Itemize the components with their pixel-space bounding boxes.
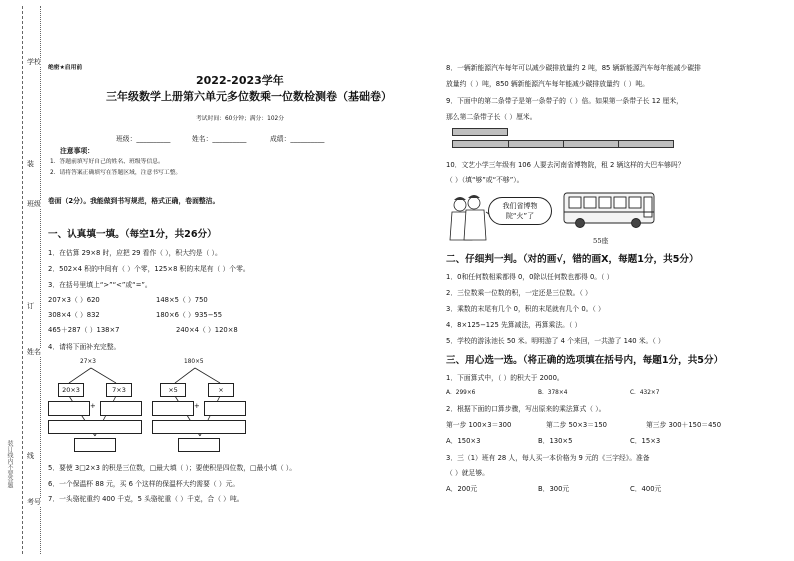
s3-q2-step-3: 第三步 300＋150＝450 (646, 421, 722, 429)
s1-question-9: 9．下面中的第二条带子是第一条带子的（ ）倍。如果第一条带子长 12 厘米， (446, 97, 683, 105)
page-title: 三年级数学上册第六单元多位数乘一位数检测卷（基础卷） (106, 90, 392, 103)
diagram2-right-box: × (208, 383, 234, 397)
diagram2-top: 180×5 (184, 359, 204, 365)
side-label-name: 姓名 (27, 348, 41, 356)
s1-question-8-cont: 放量约（ ）吨，850 辆新能源汽车每年能减少碳排放量约（ ）吨。 (446, 80, 649, 88)
s3-question-2: 2．根据下面的口算步骤，写出原来的乘法算式（ ）。 (446, 405, 606, 413)
s3-q3-option-c[interactable]: C．400元 (630, 485, 662, 493)
s3-question-3: 3．三（1）班有 28 人，每人买一本价格为 9 元的《三字经》。准备 (446, 454, 650, 462)
compare-item: 148×5（ ）750 (156, 296, 208, 304)
side-label-exam-number: 考号 (27, 498, 41, 506)
bus-caption: 55座 (593, 237, 609, 245)
diagram1-top: 27×3 (80, 359, 96, 365)
side-label-school: 学校 (27, 58, 41, 66)
s3-q3-option-a[interactable]: A．200元 (446, 485, 478, 493)
side-binding-mark: 线 (27, 452, 34, 460)
s3-q1-option-a[interactable]: A．299×6 (446, 390, 476, 396)
s3-q2-step-2: 第二步 50×3＝150 (546, 421, 607, 429)
s1-question-7: 7．一头骆驼重约 400 千克，5 头骆驼重（ ）千克，合（ ）吨。 (48, 495, 244, 503)
s2-item-1: 1．0和任何数相乘都得 0，0除以任何数也都得 0。（ ） (446, 273, 614, 281)
exam-meta: 考试时间：60分钟；满分：102分 (196, 116, 285, 122)
compare-item: 465＋287（ ）138×7 (48, 326, 120, 334)
s3-q2-option-c[interactable]: C．15×3 (630, 437, 661, 445)
s3-q2-option-b[interactable]: B．130×5 (538, 437, 573, 445)
s3-q1-option-c[interactable]: C．432×7 (630, 390, 660, 396)
s2-item-2: 2．三位数乘一位数的积，一定还是三位数。（ ） (446, 289, 592, 297)
side-label-class: 班级 (27, 200, 41, 208)
s1-question-1: 1．在估算 29×8 时，应把 29 看作（ ），积大约是（ ）。 (48, 249, 222, 257)
s1-question-10-cont: （ ）（填“够”或“不够”）。 (446, 176, 524, 184)
school-year: 2022-2023学年 (196, 74, 284, 87)
s1-question-8: 8．一辆新能源汽车每年可以减少碳排放量约 2 吨，85 辆新能源汽车每年能减少碳排 (446, 64, 701, 72)
diagram1-right-box: 7×3 (106, 383, 132, 397)
compare-item: 180×6（ ）935−55 (156, 311, 223, 319)
class-field[interactable]: 班级：__________ (116, 135, 171, 143)
s3-q2-step-1: 第一步 100×3＝300 (446, 421, 512, 429)
s3-q2-option-a[interactable]: A．150×3 (446, 437, 481, 445)
secret-label: 绝密★启用前 (48, 65, 83, 71)
section3-title: 三、用心选一选。（将正确的选项填在括号内，每题1分，共5分） (446, 355, 724, 366)
s3-question-1: 1．下面算式中，（ ）的积大于 2000。 (446, 374, 564, 382)
diagram2-plus: + (194, 402, 200, 410)
bus-icon (564, 193, 654, 228)
s3-question-3-cont: （ ）就足够。 (446, 469, 489, 477)
diagram1-left-box: 20×3 (58, 383, 84, 397)
s3-q3-option-b[interactable]: B．300元 (538, 485, 570, 493)
side-binding-mark: 装 (27, 160, 34, 168)
name-field[interactable]: 姓名：__________ (192, 135, 247, 143)
binding-note: 装订线内不要答题 (6, 440, 13, 488)
s1-question-4: 4．请将下面补充完整。 (48, 343, 121, 351)
neatness-note: 卷面（2分）。我能做到书写规范，格式正确，卷面整洁。 (48, 197, 220, 205)
s2-item-3: 3．乘数的末尾有几个 0，积的末尾就有几个 0。（ ） (446, 305, 605, 313)
notice-item: 1．答题前填写好自己的姓名、班级等信息。 (50, 159, 164, 165)
s1-question-6: 6．一个保温杯 88 元，买 6 个这样的保温杯大约需要（ ）元。 (48, 480, 240, 488)
s1-question-3: 3．在括号里填上“>”“<”或“=”。 (48, 281, 152, 289)
s1-question-10: 10．文艺小学三年级有 106 人要去河南省博物院，租 2 辆这样的大巴车够吗？ (446, 161, 685, 169)
notice-title: 注意事项： (60, 147, 94, 155)
speech-bubble: 我们省博物院“火”了 (488, 197, 552, 225)
s1-question-9-cont: 那么第二条带子长（ ）厘米。 (446, 113, 537, 121)
score-field[interactable]: 成绩：__________ (270, 135, 325, 143)
section1-title: 一、认真填一填。（每空1分，共26分） (48, 229, 217, 240)
side-binding-mark: 订 (27, 302, 34, 310)
s3-q1-option-b[interactable]: B．378×4 (538, 390, 568, 396)
s2-item-5: 5．学校的游泳池长 50 米。明明游了 4 个来回，一共游了 140 米。（ ） (446, 337, 665, 345)
compare-item: 207×3（ ）620 (48, 296, 100, 304)
notice-item: 2．请将答案正确填写在答题区域，注意书写工整。 (50, 170, 182, 176)
s1-question-2: 2．502×4 积的中间有（ ）个零，125×8 积的末尾有（ ）个零。 (48, 265, 250, 273)
s1-question-5: 5．要使 3□2×3 的积是三位数，□最大填（ ）；要使积是四位数，□最小填（ ）。 (48, 464, 297, 472)
compare-item: 308×4（ ）832 (48, 311, 100, 319)
s2-item-4: 4．8×125−125 先算减法，再算乘法。（ ） (446, 321, 582, 329)
diagram1-plus: + (90, 402, 96, 410)
compare-item: 240×4（ ）120×8 (176, 326, 238, 334)
diagram2-left-box: ×5 (160, 383, 186, 397)
section2-title: 二、仔细判一判。（对的画√，错的画X，每题1分，共5分） (446, 254, 699, 265)
